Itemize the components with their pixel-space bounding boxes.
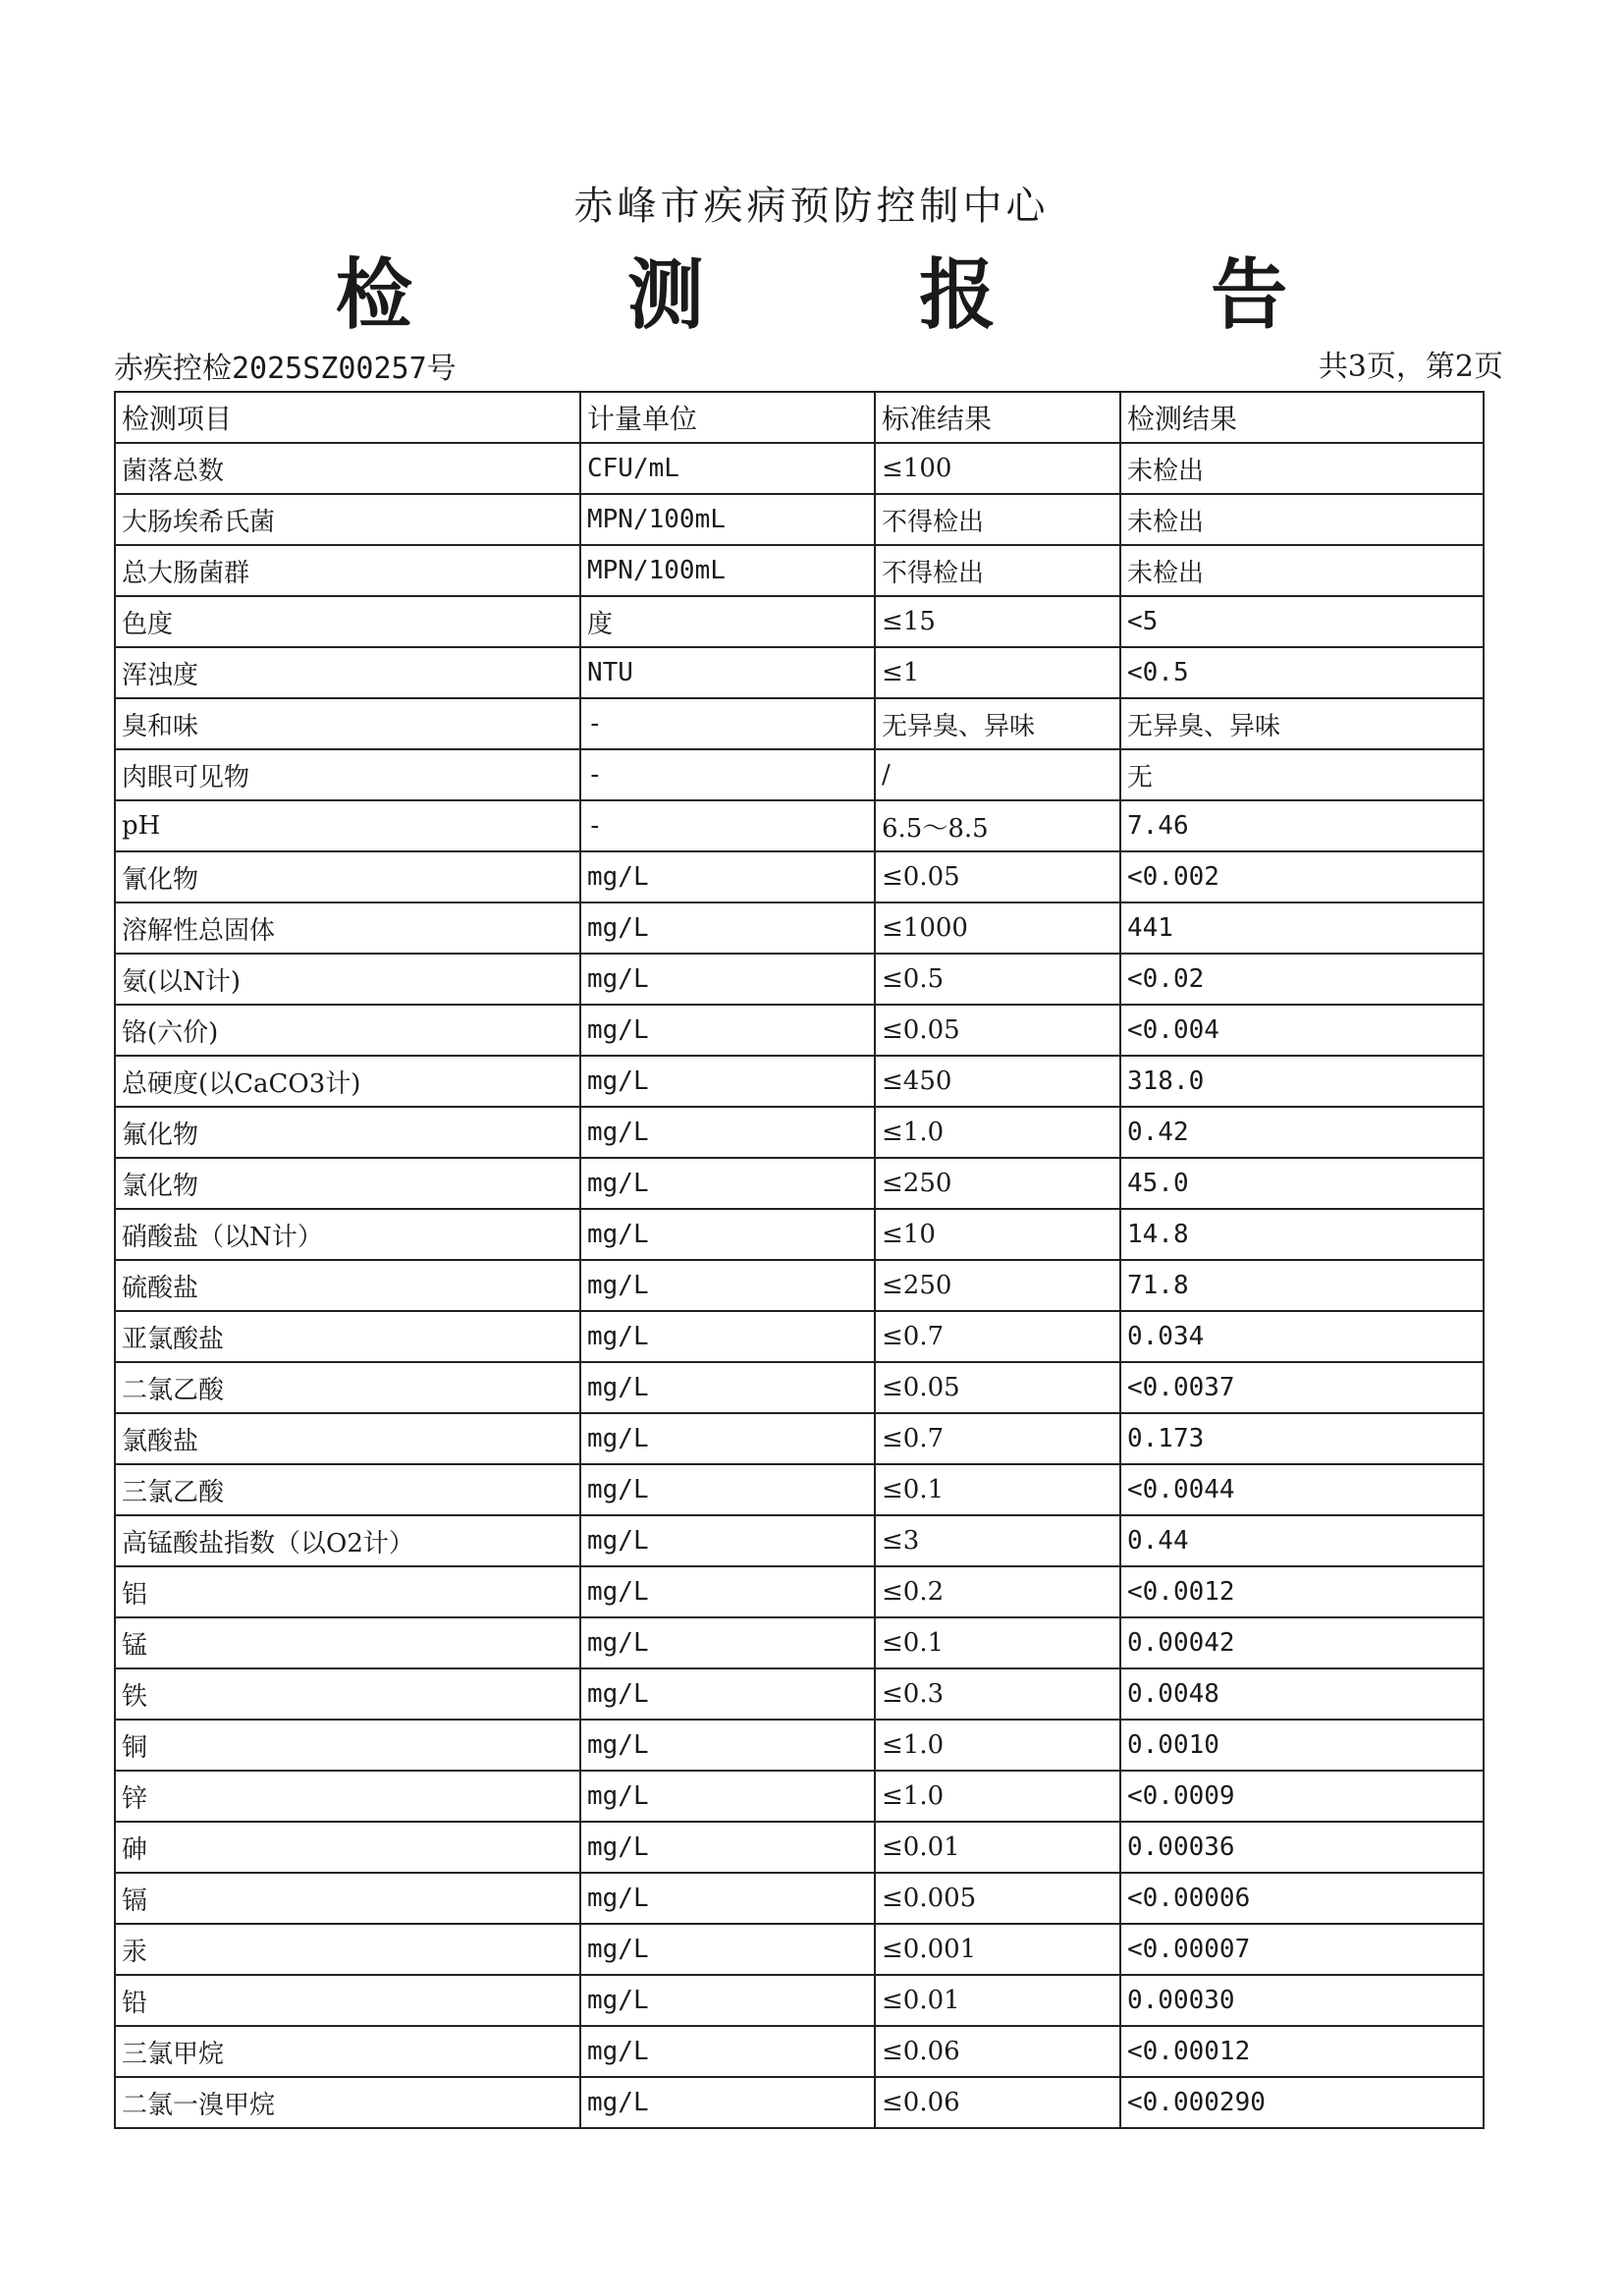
table-row	[115, 647, 1484, 698]
cell-item: 溶解性总固体	[115, 902, 580, 954]
cell-result: <0.000290	[1120, 2077, 1484, 2128]
cell-result: 0.44	[1120, 1515, 1484, 1566]
cell-result: 318.0	[1120, 1056, 1484, 1107]
cell-result: 0.034	[1120, 1311, 1484, 1362]
cell-item: 大肠埃希氏菌	[115, 494, 580, 545]
cell-unit: 度	[580, 596, 875, 647]
cell-result: <0.02	[1120, 954, 1484, 1005]
cell-unit: mg/L	[580, 1311, 875, 1362]
table-row	[115, 1975, 1484, 2026]
cell-item: 亚氯酸盐	[115, 1311, 580, 1362]
cell-item: 硝酸盐（以N计）	[115, 1209, 580, 1260]
table-row	[115, 1005, 1484, 1056]
table-header-row	[115, 392, 1484, 443]
cell-unit: mg/L	[580, 2077, 875, 2128]
cell-unit: mg/L	[580, 1975, 875, 2026]
table-row	[115, 1158, 1484, 1209]
cell-unit: mg/L	[580, 851, 875, 902]
cell-standard: ≤0.06	[875, 2077, 1120, 2128]
cell-result: <0.004	[1120, 1005, 1484, 1056]
cell-unit: mg/L	[580, 1566, 875, 1617]
cell-standard: ≤100	[875, 443, 1120, 494]
cell-unit: mg/L	[580, 2026, 875, 2077]
cell-unit: mg/L	[580, 1720, 875, 1771]
cell-item: 铁	[115, 1668, 580, 1720]
table-row	[115, 902, 1484, 954]
cell-result: <0.00012	[1120, 2026, 1484, 2077]
cell-unit: mg/L	[580, 1924, 875, 1975]
cell-unit: mg/L	[580, 1005, 875, 1056]
table-row	[115, 1311, 1484, 1362]
cell-item: 砷	[115, 1822, 580, 1873]
table-row	[115, 1924, 1484, 1975]
cell-standard: ≤0.2	[875, 1566, 1120, 1617]
cell-standard: ≤0.005	[875, 1873, 1120, 1924]
header-standard: 标准结果	[875, 392, 1120, 443]
cell-result: 无	[1120, 749, 1484, 800]
table-row	[115, 698, 1484, 749]
cell-item: 高锰酸盐指数（以O2计）	[115, 1515, 580, 1566]
cell-standard: ≤0.05	[875, 1362, 1120, 1413]
table-row	[115, 1260, 1484, 1311]
cell-item: 菌落总数	[115, 443, 580, 494]
cell-item: 硫酸盐	[115, 1260, 580, 1311]
cell-unit: mg/L	[580, 902, 875, 954]
cell-unit: mg/L	[580, 1771, 875, 1822]
cell-unit: mg/L	[580, 1260, 875, 1311]
cell-item: 总硬度(以CaCO3计)	[115, 1056, 580, 1107]
cell-result: 0.0010	[1120, 1720, 1484, 1771]
cell-result: 0.0048	[1120, 1668, 1484, 1720]
cell-unit: mg/L	[580, 1822, 875, 1873]
cell-unit: mg/L	[580, 1107, 875, 1158]
table-row	[115, 1056, 1484, 1107]
cell-standard: ≤1	[875, 647, 1120, 698]
table-row	[115, 2077, 1484, 2128]
cell-item: 氟化物	[115, 1107, 580, 1158]
cell-standard: ≤10	[875, 1209, 1120, 1260]
cell-item: 铅	[115, 1975, 580, 2026]
table-row	[115, 749, 1484, 800]
cell-result: 71.8	[1120, 1260, 1484, 1311]
cell-unit: mg/L	[580, 1413, 875, 1464]
table-row	[115, 1873, 1484, 1924]
page-info: 共3页，第2页	[1318, 350, 1503, 384]
cell-unit: MPN/100mL	[580, 494, 875, 545]
cell-unit: mg/L	[580, 1158, 875, 1209]
cell-standard: ≤0.5	[875, 954, 1120, 1005]
cell-standard: ≤0.05	[875, 1005, 1120, 1056]
cell-result: 7.46	[1120, 800, 1484, 851]
cell-item: 色度	[115, 596, 580, 647]
cell-standard: ≤1.0	[875, 1720, 1120, 1771]
cell-unit: CFU/mL	[580, 443, 875, 494]
cell-item: 氰化物	[115, 851, 580, 902]
cell-result: <0.0012	[1120, 1566, 1484, 1617]
table-row	[115, 1617, 1484, 1668]
cell-standard: /	[875, 749, 1120, 800]
cell-item: 氯化物	[115, 1158, 580, 1209]
cell-unit: mg/L	[580, 1873, 875, 1924]
cell-standard: ≤0.05	[875, 851, 1120, 902]
cell-unit: mg/L	[580, 1362, 875, 1413]
cell-result: 14.8	[1120, 1209, 1484, 1260]
cell-item: 氨(以N计)	[115, 954, 580, 1005]
cell-item: 三氯甲烷	[115, 2026, 580, 2077]
cell-item: 锌	[115, 1771, 580, 1822]
cell-unit: -	[580, 698, 875, 749]
cell-standard: 不得检出	[875, 545, 1120, 596]
cell-standard: ≤1.0	[875, 1771, 1120, 1822]
cell-result: 0.173	[1120, 1413, 1484, 1464]
cell-item: 汞	[115, 1924, 580, 1975]
cell-item: 臭和味	[115, 698, 580, 749]
cell-result: <5	[1120, 596, 1484, 647]
cell-standard: 6.5～8.5	[875, 800, 1120, 851]
cell-result: 未检出	[1120, 494, 1484, 545]
table-row	[115, 1566, 1484, 1617]
cell-unit: mg/L	[580, 1617, 875, 1668]
cell-result: <0.0009	[1120, 1771, 1484, 1822]
cell-standard: ≤3	[875, 1515, 1120, 1566]
table-row	[115, 494, 1484, 545]
cell-result: <0.002	[1120, 851, 1484, 902]
report-number: 赤疾控检2025SZ00257号	[114, 352, 457, 386]
cell-item: pH	[115, 800, 580, 851]
cell-standard: ≤0.3	[875, 1668, 1120, 1720]
cell-result: 441	[1120, 902, 1484, 954]
table-row	[115, 1771, 1484, 1822]
cell-standard: ≤0.7	[875, 1311, 1120, 1362]
cell-result: 45.0	[1120, 1158, 1484, 1209]
table-row	[115, 1464, 1484, 1515]
table-row	[115, 1515, 1484, 1566]
cell-result: <0.00007	[1120, 1924, 1484, 1975]
cell-standard: ≤0.01	[875, 1822, 1120, 1873]
cell-result: 无异臭、异味	[1120, 698, 1484, 749]
cell-standard: ≤15	[875, 596, 1120, 647]
table-row	[115, 1668, 1484, 1720]
table-row	[115, 1107, 1484, 1158]
cell-item: 铜	[115, 1720, 580, 1771]
table-row	[115, 1362, 1484, 1413]
cell-result: 0.00042	[1120, 1617, 1484, 1668]
cell-standard: ≤0.1	[875, 1617, 1120, 1668]
cell-unit: mg/L	[580, 1056, 875, 1107]
cell-result: <0.00006	[1120, 1873, 1484, 1924]
cell-standard: 不得检出	[875, 494, 1120, 545]
cell-standard: ≤0.1	[875, 1464, 1120, 1515]
cell-unit: NTU	[580, 647, 875, 698]
table-row	[115, 954, 1484, 1005]
table-row	[115, 443, 1484, 494]
cell-unit: mg/L	[580, 954, 875, 1005]
table-body	[115, 443, 1484, 2128]
header-unit: 计量单位	[580, 392, 875, 443]
table-row	[115, 2026, 1484, 2077]
table-row	[115, 851, 1484, 902]
cell-unit: mg/L	[580, 1464, 875, 1515]
cell-standard: ≤0.01	[875, 1975, 1120, 2026]
cell-item: 二氯一溴甲烷	[115, 2077, 580, 2128]
cell-unit: mg/L	[580, 1668, 875, 1720]
cell-standard: ≤0.7	[875, 1413, 1120, 1464]
cell-result: 未检出	[1120, 443, 1484, 494]
cell-standard: ≤1.0	[875, 1107, 1120, 1158]
cell-unit: -	[580, 749, 875, 800]
cell-result: 0.42	[1120, 1107, 1484, 1158]
cell-item: 二氯乙酸	[115, 1362, 580, 1413]
cell-item: 铝	[115, 1566, 580, 1617]
cell-result: 0.00030	[1120, 1975, 1484, 2026]
cell-standard: ≤250	[875, 1158, 1120, 1209]
cell-result: <0.0044	[1120, 1464, 1484, 1515]
cell-standard: ≤0.06	[875, 2026, 1120, 2077]
table-row	[115, 1720, 1484, 1771]
table-row	[115, 800, 1484, 851]
header-result: 检测结果	[1120, 392, 1484, 443]
cell-standard: ≤450	[875, 1056, 1120, 1107]
cell-unit: mg/L	[580, 1515, 875, 1566]
report-title: 检 测 报 告	[335, 250, 1382, 340]
table-row	[115, 545, 1484, 596]
cell-standard: 无异臭、异味	[875, 698, 1120, 749]
cell-standard: ≤1000	[875, 902, 1120, 954]
cell-item: 总大肠菌群	[115, 545, 580, 596]
table-row	[115, 1209, 1484, 1260]
table-row	[115, 1822, 1484, 1873]
cell-unit: mg/L	[580, 1209, 875, 1260]
cell-item: 三氯乙酸	[115, 1464, 580, 1515]
cell-result: 未检出	[1120, 545, 1484, 596]
table-row	[115, 1413, 1484, 1464]
cell-result: <0.0037	[1120, 1362, 1484, 1413]
cell-item: 浑浊度	[115, 647, 580, 698]
cell-result: <0.5	[1120, 647, 1484, 698]
cell-item: 氯酸盐	[115, 1413, 580, 1464]
cell-item: 铬(六价)	[115, 1005, 580, 1056]
cell-standard: ≤250	[875, 1260, 1120, 1311]
table-row	[115, 596, 1484, 647]
cell-item: 肉眼可见物	[115, 749, 580, 800]
organization-name: 赤峰市疾病预防控制中心	[573, 184, 1050, 229]
cell-result: 0.00036	[1120, 1822, 1484, 1873]
cell-item: 镉	[115, 1873, 580, 1924]
header-item: 检测项目	[115, 392, 580, 443]
cell-item: 锰	[115, 1617, 580, 1668]
cell-standard: ≤0.001	[875, 1924, 1120, 1975]
cell-unit: -	[580, 800, 875, 851]
cell-unit: MPN/100mL	[580, 545, 875, 596]
results-table	[114, 391, 1485, 2129]
